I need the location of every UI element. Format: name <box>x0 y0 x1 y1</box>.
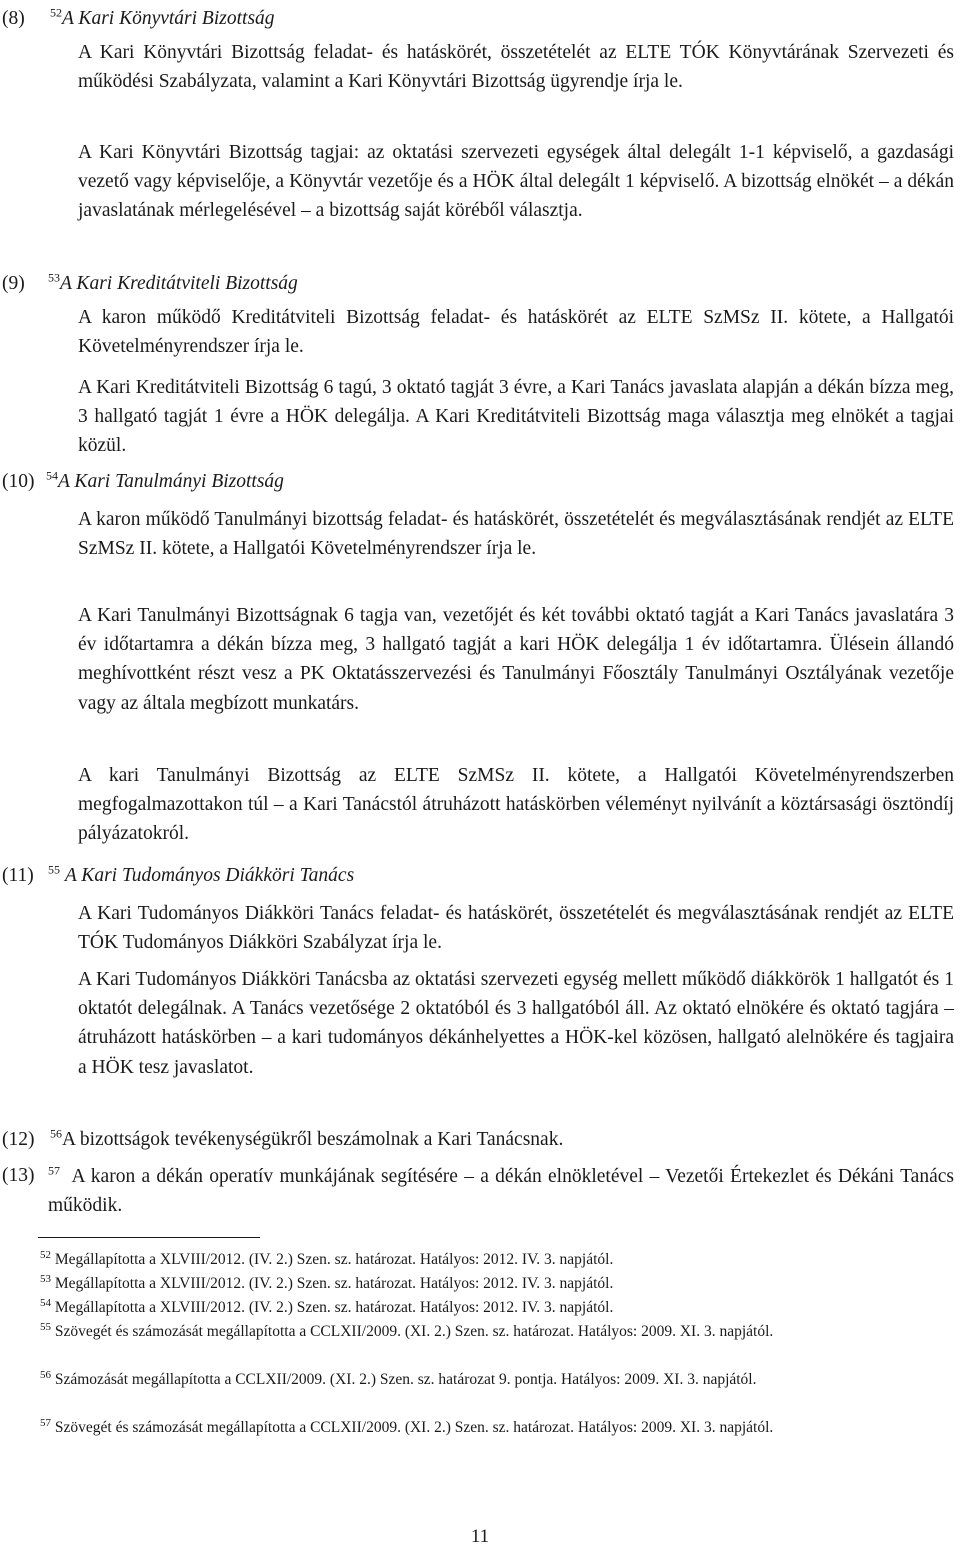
section-title: $^{52}$A Kari Könyvtári Bizottság <box>50 5 275 29</box>
section-title: $^{53}$A Kari Kreditátviteli Bizottság <box>48 270 298 294</box>
page-number: 11 <box>470 1526 490 1547</box>
section-text: $^{57}$ A karon a dékán operatív munkájának segítésére – a dékán elnökletével – Vezetői Értekezlet és Dékáni Tanács működik. <box>48 1163 954 1217</box>
paragraph: A Kari Tudományos Diákköri Tanácsba az oktatási szervezeti egység mellett működő diákkörök 1 hallgatót és 1 oktatót delegálnak. A Tanács vezetősége 2 oktatóból és 3 hallgatóból áll. Az oktató elnökére és oktató tagjára – átruházott hatáskörben – a kari tudományos dékánhelyettes a HÖK-kel közösen, hallgató alelnökére és tagjaira a HÖK tesz javaslatot. <box>78 969 954 1078</box>
section-number: (11) <box>2 865 34 886</box>
footnote-ref: 56 <box>50 1126 62 1141</box>
footnote: $^{57}$ Szövegét és számozását megállapította a CCLXII/2009. (XI. 2.) Szen. sz. határozat. Hatályos: 2009. XI. 3. napjától. <box>40 1416 774 1436</box>
paragraph: A Kari Tudományos Diákköri Tanács feladat- és hatáskörét, összetételét és megválasztásának rendjét az ELTE TÓK Tudományos Diákköri Szabályzat írja le. <box>78 903 954 954</box>
section-number: (12) <box>2 1129 35 1150</box>
section-number: (8) <box>2 8 25 29</box>
footnote-ref: 55 <box>48 862 60 877</box>
paragraph: A karon működő Kreditátviteli Bizottság feladat- és hatáskörét az ELTE SzMSz II. kötete, a Hallgatói Követelményrendszer írja le. <box>78 307 954 358</box>
paragraph: A kari Tanulmányi Bizottság az ELTE SzMSz II. kötete, a Hallgatói Követelményrendszerben megfogalmazottakon túl – a Kari Tanácstól átruházott hatáskörben véleményt nyilvánít a köztársasági ösztöndíj pályázatokról. <box>78 765 954 845</box>
paragraph: A Kari Könyvtári Bizottság feladat- és hatáskörét, összetételét az ELTE TÓK Könyvtárának Szervezeti és működési Szabályzata, valamint a Kari Könyvtári Bizottság ügyrendje írja le. <box>78 42 954 93</box>
footnote: $^{52}$ Megállapította a XLVIII/2012. (IV. 2.) Szen. sz. határozat. Hatályos: 2012. IV. 3. napjától. <box>40 1248 614 1268</box>
footnote-ref: 54 <box>46 468 58 483</box>
paragraph: A karon működő Tanulmányi bizottság feladat- és hatáskörét, összetételét és megválasztásának rendjét az ELTE SzMSz II. kötete, a Hallgatói Követelményrendszer írja le. <box>78 509 954 560</box>
footnote-separator <box>38 1237 260 1238</box>
section-title: $^{54}$A Kari Tanulmányi Bizottság <box>46 468 284 492</box>
paragraph: A Kari Tanulmányi Bizottságnak 6 tagja van, vezetőjét és két további oktató tagját a Kari Tanács javaslatára 3 év időtartamra a dékán bízza meg, 3 hallgató tagját a kari HÖK delegálja 1 év időtartamra. Ülésein állandó meghívottként részt vesz a PK Oktatásszervezési és Tanulmányi Főosztály Tanulmányi Osztályának vezetője vagy az általa megbízott munkatárs. <box>78 605 954 714</box>
footnote: $^{55}$ Szövegét és számozását megállapította a CCLXII/2009. (XI. 2.) Szen. sz. határozat. Hatályos: 2009. XI. 3. napjától. <box>40 1320 774 1340</box>
footnote: $^{56}$ Számozását megállapította a CCLXII/2009. (XI. 2.) Szen. sz. határozat 9. pontja. Hatályos: 2009. XI. 3. napjától. <box>40 1368 757 1388</box>
section-number: (9) <box>2 273 25 294</box>
section-number: (13) <box>2 1165 35 1186</box>
footnote-ref: 57 <box>48 1163 60 1178</box>
section-title: $^{55}$ A Kari Tudományos Diákköri Tanács <box>48 862 355 886</box>
footnote: $^{54}$ Megállapította a XLVIII/2012. (IV. 2.) Szen. sz. határozat. Hatályos: 2012. IV. 3. napjától. <box>40 1296 614 1316</box>
paragraph: A Kari Könyvtári Bizottság tagjai: az oktatási szervezeti egységek által delegált 1-1 képviselő, a gazdasági vezető vagy képviselője, a Könyvtár vezetője és a HÖK által delegált 1 képviselő. A bizottság elnökét – a dékán javaslatának mérlegelésével – a bizottság saját köréből választja. <box>78 142 954 222</box>
section-text: $^{56}$A bizottságok tevékenységükről beszámolnak a Kari Tanácsnak. <box>50 1126 564 1150</box>
footnote-ref: 53 <box>48 270 60 285</box>
footnote: $^{53}$ Megállapította a XLVIII/2012. (IV. 2.) Szen. sz. határozat. Hatályos: 2012. IV. 3. napjától. <box>40 1272 614 1292</box>
section-number: (10) <box>2 471 35 492</box>
paragraph: A Kari Kreditátviteli Bizottság 6 tagú, 3 oktató tagját 3 évre, a Kari Tanács javaslata alapján a dékán bízza meg, 3 hallgató tagját 1 évre a HÖK delegálja. A Kari Kreditátviteli Bizottság maga választja meg elnökét a tagjai közül. <box>78 377 954 457</box>
footnote-ref: 52 <box>50 5 62 20</box>
